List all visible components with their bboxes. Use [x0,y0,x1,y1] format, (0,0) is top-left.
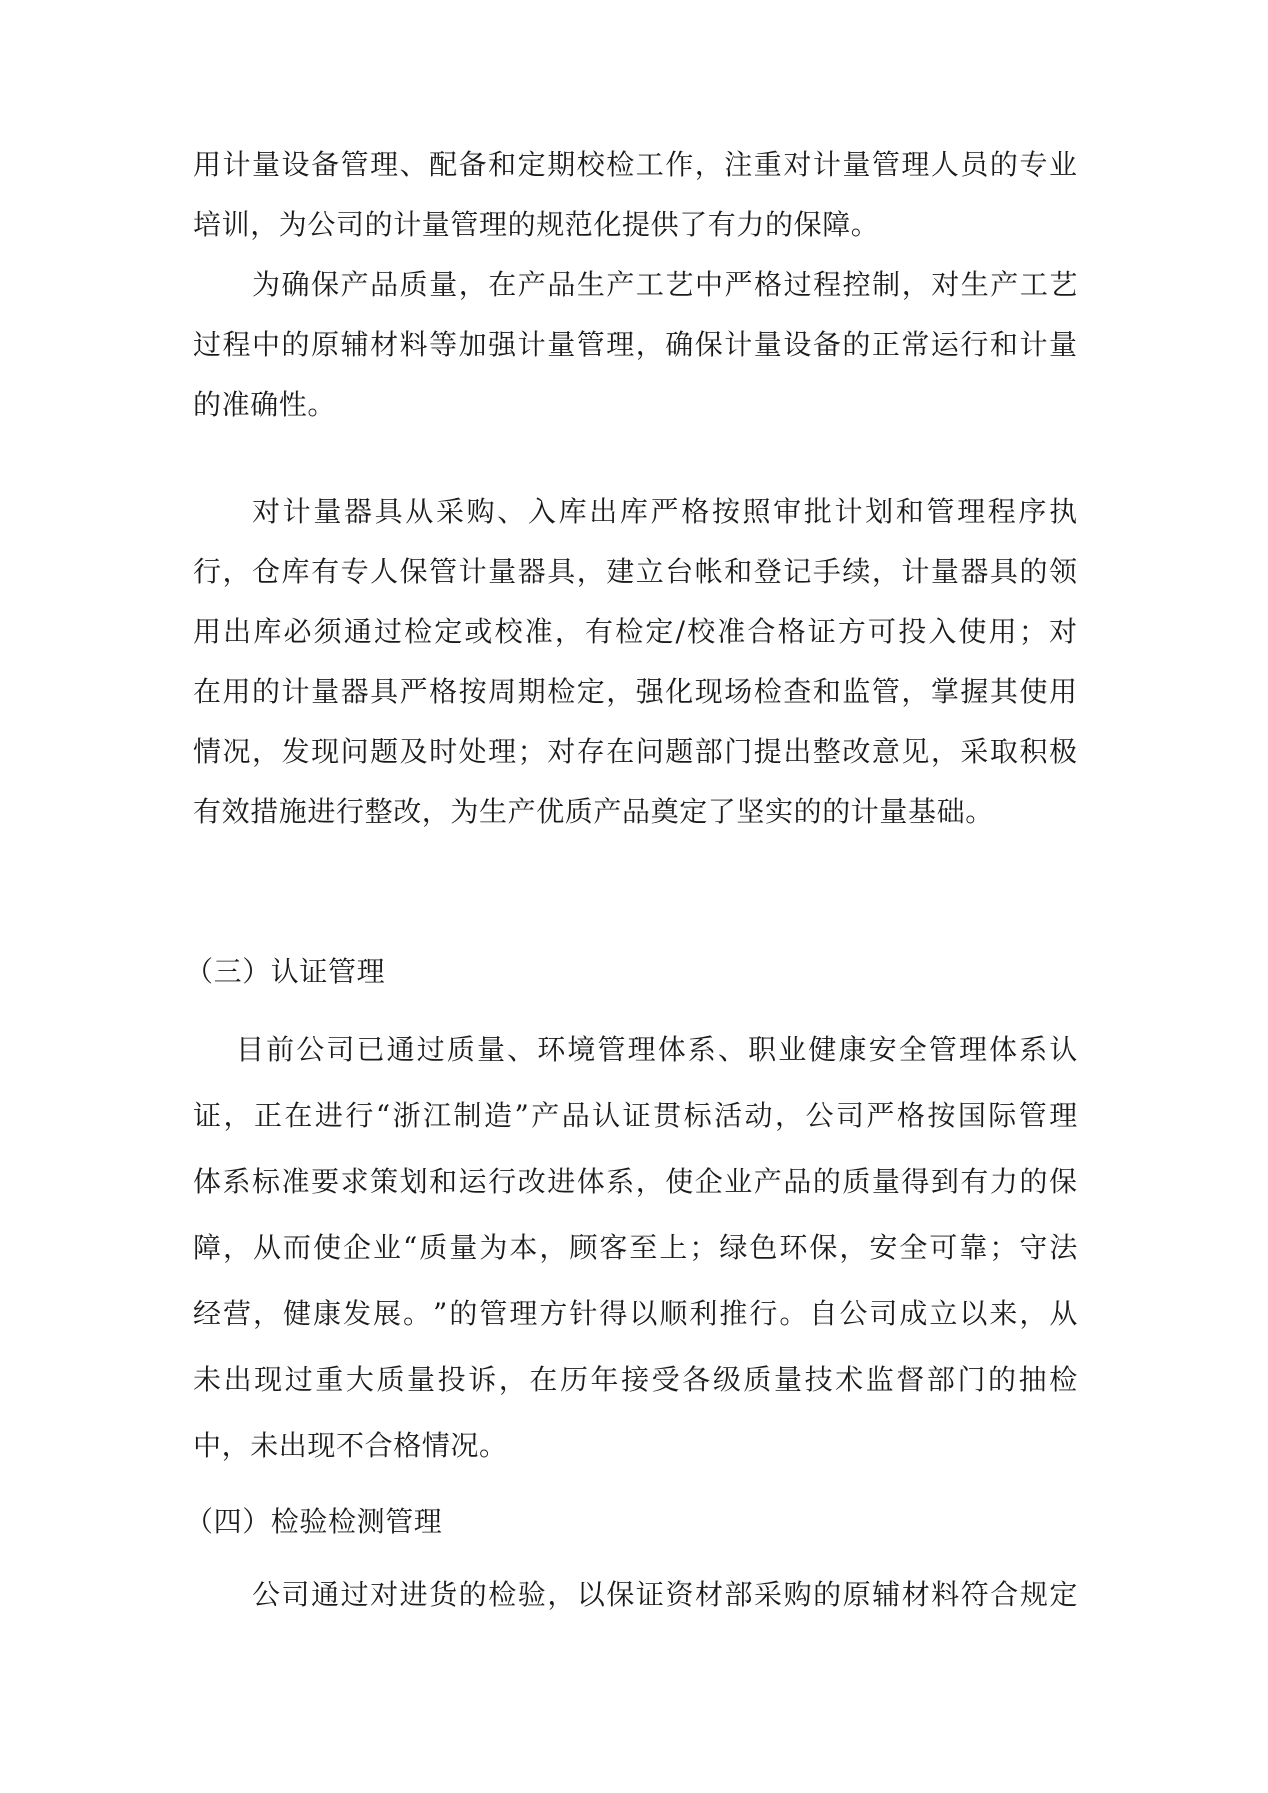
paragraph-line: 目 前 公 司 已 通 过 质 量 、 环 境 管 理 体 系 、 职 业 健 康 安 全 管 理 体 系 认 [236,1033,1078,1066]
paragraph-line: 障 ， 从 而 使 企 业 “ 质 量 为 本 ， 顾 客 至 上 ； 绿 色 环 保 ， 安 全 可 靠 ； 守 法 [193,1231,1078,1264]
paragraph-line: 用 出 库 必 须 通 过 检 定 或 校 准 ， 有 检 定 / 校 准 合 格 证 方 可 投 入 使 用 ； 对 [193,615,1078,648]
paragraph-line: 中，未出现不合格情况。 [193,1429,508,1462]
paragraph-line: 有效措施进行整改，为生产优质产品奠定了坚实的的计量基础。 [193,795,994,828]
paragraph-line: 行 ， 仓 库 有 专 人 保 管 计 量 器 具 ， 建 立 台 帐 和 登 记 手 续 ， 计 量 器 具 的 领 [193,555,1078,588]
paragraph-line: 经 营 ， 健 康 发 展 。 ” 的 管 理 方 针 得 以 顺 利 推 行 。 自 公 司 成 立 以 来 ， 从 [193,1297,1078,1330]
paragraph-line: 用 计 量 设 备 管 理 、 配 备 和 定 期 校 检 工 作 ， 注 重 对 计 量 管 理 人 员 的 专 业 [193,148,1078,181]
section-heading: （四）检验检测管理 [185,1505,443,1538]
paragraph-line: 过 程 中 的 原 辅 材 料 等 加 强 计 量 管 理 ， 确 保 计 量 设 备 的 正 常 运 行 和 计 量 [193,328,1078,361]
paragraph-line: 公 司 通 过 对 进 货 的 检 验 ， 以 保 证 资 材 部 采 购 的 原 辅 材 料 符 合 规 定 [252,1578,1078,1611]
paragraph-line: 培训，为公司的计量管理的规范化提供了有力的保障。 [193,208,880,241]
paragraph-line: 体 系 标 准 要 求 策 划 和 运 行 改 进 体 系 ， 使 企 业 产 品 的 质 量 得 到 有 力 的 保 [193,1165,1078,1198]
paragraph-line: 对 计 量 器 具 从 采 购 、 入 库 出 库 严 格 按 照 审 批 计 划 和 管 理 程 序 执 [252,495,1078,528]
paragraph-line: 在 用 的 计 量 器 具 严 格 按 周 期 检 定 ， 强 化 现 场 检 查 和 监 管 ， 掌 握 其 使 用 [193,675,1078,708]
paragraph-line: 未 出 现 过 重 大 质 量 投 诉 ， 在 历 年 接 受 各 级 质 量 技 术 监 督 部 门 的 抽 检 [193,1363,1078,1396]
paragraph-line: 为 确 保 产 品 质 量 ， 在 产 品 生 产 工 艺 中 严 格 过 程 控 制 ， 对 生 产 工 艺 [252,268,1078,301]
paragraph-line: 的准确性。 [193,388,337,421]
paragraph-line: 情 况 ， 发 现 问 题 及 时 处 理 ； 对 存 在 问 题 部 门 提 出 整 改 意 见 ， 采 取 积 极 [193,735,1078,768]
paragraph-line: 证 ， 正 在 进 行 “ 浙 江 制 造 ” 产 品 认 证 贯 标 活 动 ， 公 司 严 格 按 国 际 管 理 [193,1099,1078,1132]
section-heading: （三）认证管理 [185,955,386,988]
